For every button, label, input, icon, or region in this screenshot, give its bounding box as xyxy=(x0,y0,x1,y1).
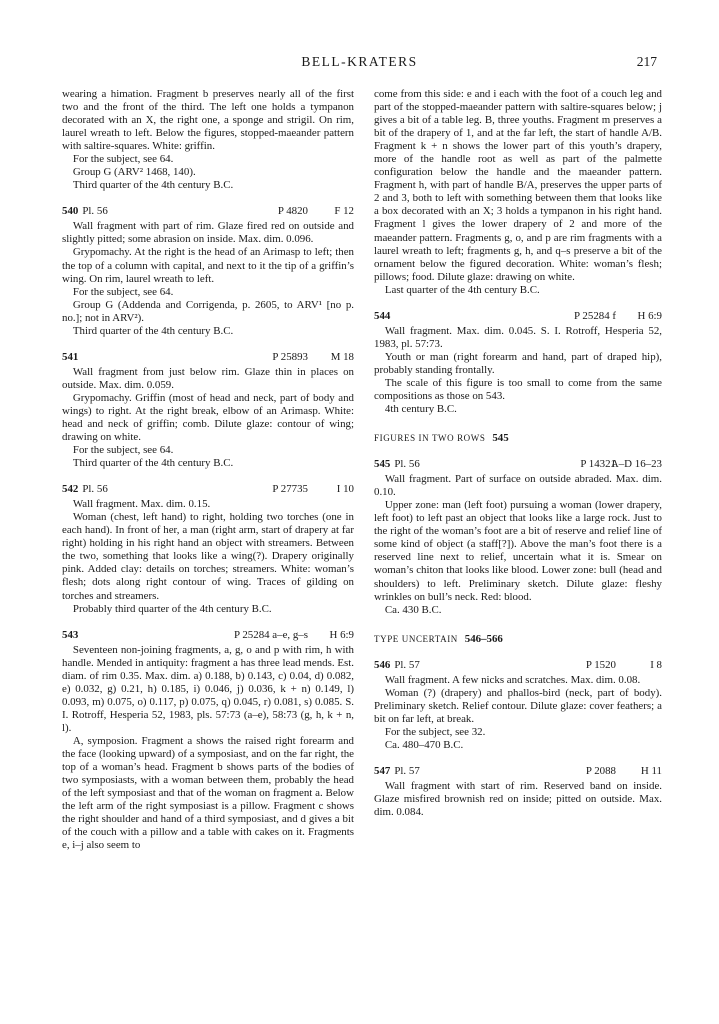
inventory-number: P 25284 a–e, g–s xyxy=(233,628,308,641)
entry-header xyxy=(62,351,354,364)
inventory-number: P 25284 f xyxy=(574,309,616,322)
catalogue-entry xyxy=(62,629,354,853)
findspot: H 11 xyxy=(640,764,662,777)
right-column xyxy=(374,88,662,819)
page-number: 217 xyxy=(636,54,657,69)
running-title: BELL-KRATERS xyxy=(301,54,418,69)
continuation-text xyxy=(374,88,662,297)
paragraph: Wall fragment with part of rim. Glaze fired red on outside and slightly pitted; some abrasion on inside. Max. dim. 0.096. xyxy=(62,220,354,246)
paragraph: For the subject, see 32. xyxy=(384,725,486,738)
paragraph: Ca. 430 B.C. xyxy=(384,603,442,616)
inventory-number: P 1520 xyxy=(585,658,616,671)
page-header xyxy=(62,54,657,70)
entry-number: 547 xyxy=(374,764,391,777)
catalogue-entry xyxy=(374,458,662,617)
catalogue-entry xyxy=(62,483,354,615)
section-heading xyxy=(374,633,662,646)
plate-reference: Pl. 56 xyxy=(394,458,420,471)
paragraph: Wall fragment. A few nicks and scratches. Max. dim. 0.08. xyxy=(384,673,641,686)
left-column xyxy=(62,88,354,852)
entry-header xyxy=(62,205,354,218)
paragraph: The scale of this figure is too small to come from the same compositions as those on 543. xyxy=(374,376,662,402)
entry-number: 543 xyxy=(62,628,79,641)
section-heading xyxy=(374,432,662,445)
section-label: FIGURES IN TWO ROWS xyxy=(374,433,486,444)
inventory-number: P 4820 xyxy=(277,205,308,218)
inventory-number: P 25893 xyxy=(272,350,308,363)
catalogue-entry xyxy=(62,351,354,470)
entry-number: 540 xyxy=(62,205,79,218)
paragraph: Third quarter of the 4th century B.C. xyxy=(72,457,234,470)
catalogue-entries xyxy=(374,659,662,819)
findspot: I 8 xyxy=(650,658,662,671)
entry-header xyxy=(374,765,662,778)
catalogue-entry xyxy=(374,310,662,416)
paragraph: 4th century B.C. xyxy=(384,403,457,416)
entry-number: 546 xyxy=(374,658,391,671)
paragraph: Wall fragment. Max. dim. 0.15. xyxy=(72,498,211,511)
paragraph: Ca. 480–470 B.C. xyxy=(384,738,464,751)
entry-header xyxy=(62,629,354,642)
paragraph: come from this side: e and i each with the foot of a couch leg and part of the stopped-maeander pattern with saltire-squares below; j gives a bit of a table leg. B, three youths. Fragment m preserves a bit of the drapery of 1, and at the far left, the start of handle A/B. Fragment k + n shows the lower part of this youth’s drapery, more of the handle root as well as part of the palmette configuration below the handle and the maeander pattern. Fragment h, with part of handle B/A, preserves the upper parts of 2 and 3, both to left with something between them that looks like a box decorated with an X; 3 holds a tympanon in his right hand. Fragment l gives the lower drapery of 2 and more of the maeander pattern. Fragments g, o, and p are rim fragments with a laurel wreath to left; fragments g, h, and q–s preserve a bit of the ornament below the figured decoration. White: woman’s flesh; pillows; food. Dilute glaze: drawing on white. xyxy=(374,88,662,283)
entry-header xyxy=(374,458,662,471)
section-range: 546–566 xyxy=(464,632,503,645)
findspot: H 6:9 xyxy=(637,309,662,322)
paragraph: Grypomachy. Griffin (most of head and neck, part of body and wings) to right. At the right break, elbow of an Arimasp. White: head and neck of griffin; comb. Dilute glaze: contour of wing; drawing on white. xyxy=(62,391,354,444)
paragraph: A, symposion. Fragment a shows the raised right forearm and the face (looking upward) of a symposiast, and on the far right, the top of a woman’s head. Fragment b shows parts of the bodies of two symposiasts, with a woman between them, probably the head of the left symposiast and that of the woman on fragment a. Below the left arm of the right symposiast is a pillow. Fragment c shows the right shoulder and hand of a third symposiast, and d gives a bit of the couch with a pillow and a table with cakes on it. Fragments e, i–j also seem to xyxy=(62,734,354,852)
catalogue-entries xyxy=(374,458,662,617)
findspot: F 12 xyxy=(334,205,354,218)
findspot: I 10 xyxy=(336,483,354,496)
entry-header xyxy=(374,659,662,672)
plate-reference: Pl. 57 xyxy=(394,764,420,777)
entry-header xyxy=(62,483,354,496)
paragraph: Wall fragment. Part of surface on outside abraded. Max. dim. 0.10. xyxy=(374,473,662,499)
paragraph: Youth or man (right forearm and hand, part of draped hip), probably standing frontally. xyxy=(374,350,662,376)
findspot: M 18 xyxy=(330,350,354,363)
paragraph: Wall fragment. Max. dim. 0.045. S. I. Rotroff, Hesperia 52, 1983, pl. 57:73. xyxy=(374,324,662,350)
paragraph: Group G (ARV² 1468, 140). xyxy=(72,166,196,179)
paragraph: For the subject, see 64. xyxy=(72,153,174,166)
paragraph: Third quarter of the 4th century B.C. xyxy=(72,324,234,337)
catalogue-entries xyxy=(374,310,662,416)
catalogue-entries xyxy=(62,205,354,852)
findspot: A–D 16–23 xyxy=(610,458,662,471)
entry-number: 545 xyxy=(374,458,391,471)
entry-number: 544 xyxy=(374,309,391,322)
inventory-number: P 2088 xyxy=(585,764,616,777)
paragraph: Last quarter of the 4th century B.C. xyxy=(384,283,540,296)
continuation-text xyxy=(62,88,354,192)
paragraph: Seventeen non-joining fragments, a, g, o and p with rim, h with handle. Mended in antiquity: fragment a has three lead mends. Est. diam. of rim 0.35. Max. dim. a) 0.188, b) 0.143, c) 0.04, d) 0.082, e) 0.032, g) 0.21, h) 0.185, i) 0.046, j) 0.036, k + n) 0.149, l) 0.093, m) 0.075, o) 0.117, p) 0.075, q) 0.045, r) 0.081, s) 0.085. S. I. Rotroff, Hesperia 52, 1983, pls. 57:73 (a–e), 58:73 (g, h, k + n, l). xyxy=(62,643,354,734)
paragraph: Wall fragment with start of rim. Reserved band on inside. Glaze misfired brownish red on inside; pitted on outside. Max. dim. 0.084. xyxy=(374,779,662,819)
entry-header xyxy=(374,310,662,323)
entry-number: 542 xyxy=(62,483,79,496)
inventory-number: P 14321 xyxy=(580,458,616,471)
plate-reference: Pl. 56 xyxy=(82,483,108,496)
catalogue-entry xyxy=(374,765,662,819)
catalogue-entry xyxy=(62,205,354,337)
findspot: H 6:9 xyxy=(329,628,354,641)
section-label: TYPE UNCERTAIN xyxy=(374,633,458,644)
paragraph: wearing a himation. Fragment b preserves nearly all of the first two and the front of the third. The left one holds a tympanon decorated with an X, the right one, a sponge and strigil. On rim, laurel wreath to left. Below the figures, stopped-maeander pattern with saltire-squares. White: griffin. xyxy=(62,88,354,153)
plate-reference: Pl. 56 xyxy=(82,205,108,218)
entry-number: 541 xyxy=(62,350,79,363)
paragraph: Grypomachy. At the right is the head of an Arimasp to left; then the top of a column with capital, and next to it the tip of a griffin’s wing. On rim, laurel wreath to left. xyxy=(62,246,354,285)
paragraph: Upper zone: man (left foot) pursuing a woman (lower drapery, left foot) to left past an object that looks like a large rock. Just to the right of the woman’s foot are a bit of reserve and relief line of some kind of object (a staff[?]). Above the man’s foot there is a reserved line next to relief, uncertain what it is. Smear on woman’s chiton that looks like blood. Lower zone: bull (head and shoulders) to left. Preliminary sketch. Dilute glaze: fleshy wrinkles on bull’s neck. Red: blood. xyxy=(374,499,662,603)
plate-reference: Pl. 57 xyxy=(394,658,420,671)
section-range: 545 xyxy=(492,432,509,445)
paragraph: For the subject, see 64. xyxy=(72,285,174,298)
paragraph: Probably third quarter of the 4th century B.C. xyxy=(72,602,272,615)
paragraph: For the subject, see 64. xyxy=(72,444,174,457)
paragraph: Woman (chest, left hand) to right, holding two torches (one in each hand). In front of her, a man (right arm, start of drapery at far right) holding in his right hand an object with streamers. Between the two, something that looks like a wing(?). Drapery originally pink. Added clay: details on torches; streamers. White: woman’s flesh; dots along right contour of wing. Traces of gilding on torches and streamers. xyxy=(62,511,354,602)
paragraph: Group G (Addenda and Corrigenda, p. 2605, to ARV¹ [no p. no.]; not in ARV²). xyxy=(62,298,354,324)
paragraph: Woman (?) (drapery) and phallos-bird (neck, part of body). Preliminary sketch. Relief contour. Dilute glaze: cover feathers; a bit on far left, at break. xyxy=(374,686,662,725)
catalogue-entry xyxy=(374,659,662,752)
inventory-number: P 27735 xyxy=(272,483,308,496)
paragraph: Third quarter of the 4th century B.C. xyxy=(72,179,234,192)
paragraph: Wall fragment from just below rim. Glaze thin in places on outside. Max. dim. 0.059. xyxy=(62,365,354,391)
